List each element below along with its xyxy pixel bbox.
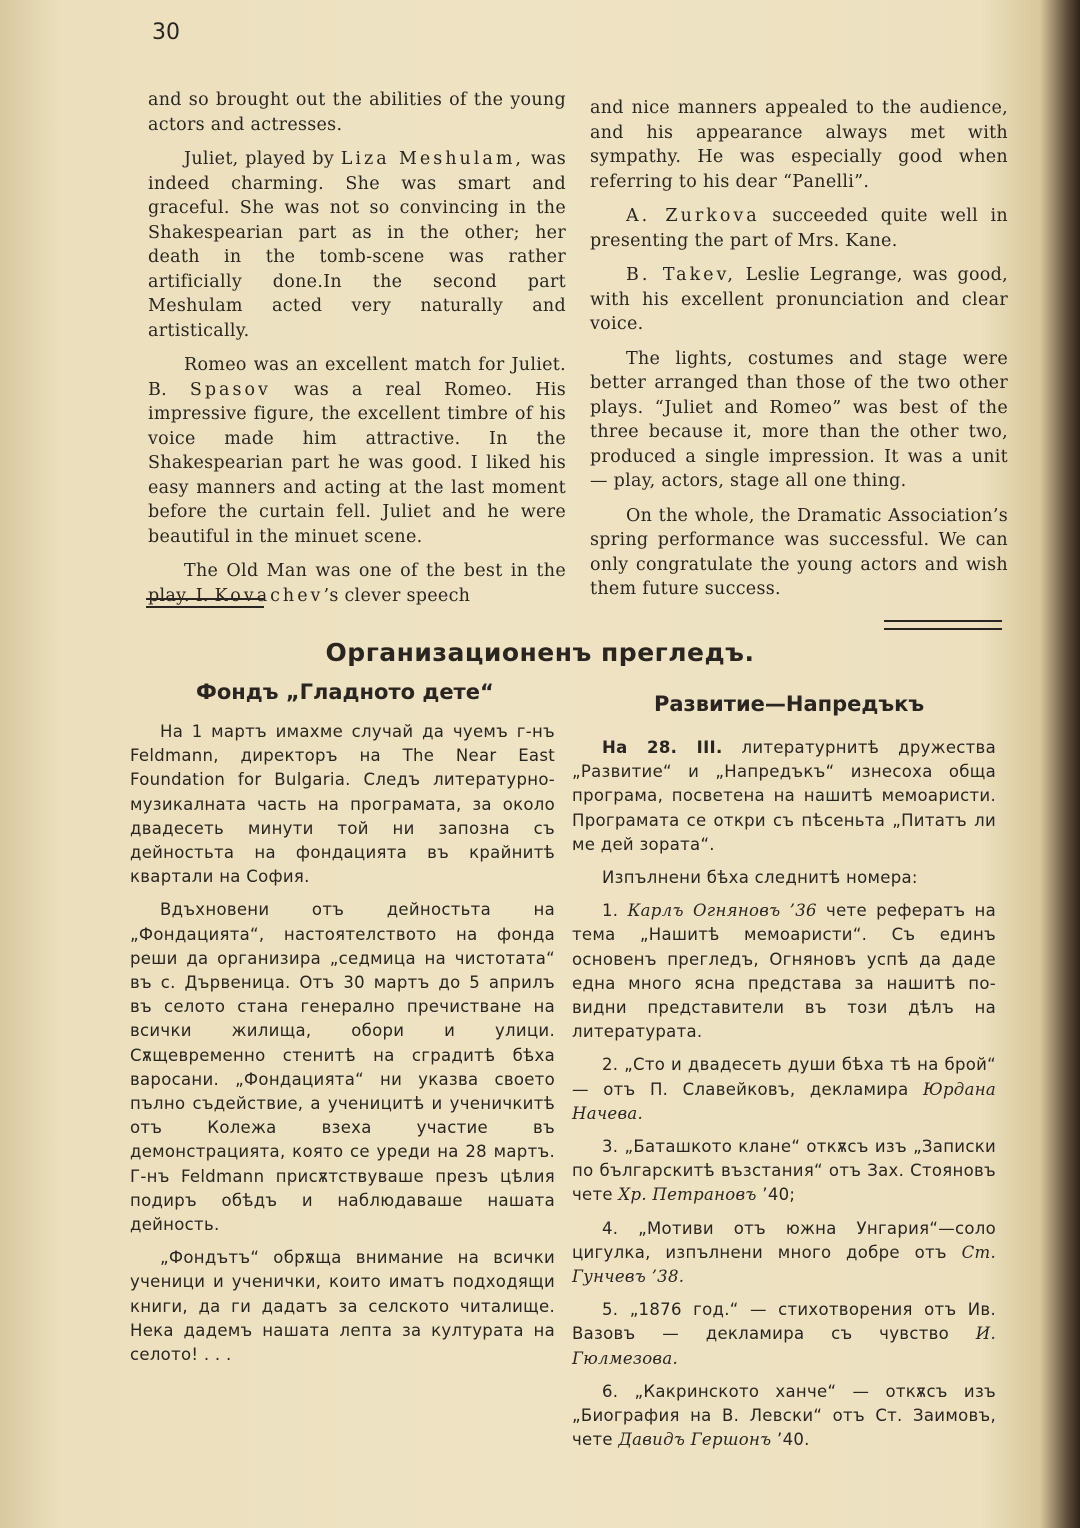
- fund-title: Фондъ „Гладното дете“: [196, 680, 494, 704]
- text-span: Juliet. B.: [148, 355, 566, 400]
- text-span: was indeed charming. She was smart and graceful. She was not so convincing in the Shakespearian part as in the other; her death in the tomb-scene was rather artificially done.In the second part Meshulam acted very naturally and artistically.: [148, 149, 566, 341]
- text-span: Leslie Legrange, was good, with his excellent pronunciation and clear voice.: [590, 265, 1008, 334]
- actor-name: Kovachev: [214, 585, 324, 606]
- paragraph: [148, 147, 566, 343]
- text-span: was a real Romeo. His impressive figure, the excellent timbre of his voice made him attractive. In the Shakespearian part he was good. I liked his easy manners and acting at the last moment before the curtain fell. Juliet and he were beautiful in the minuet scene.: [148, 379, 566, 547]
- item-text: 6. „Какринското ханче“ — откѫсъ изъ „Биография на В. Левски“ отъ Ст. Заимовъ, чете: [572, 1381, 996, 1450]
- fund-column: [130, 720, 555, 1376]
- section-title: Организационенъ прегледъ.: [325, 638, 755, 667]
- paragraph: and so brought out the abilities of the young actors and actresses.: [148, 90, 566, 135]
- text-span: The Old Man was one of the best in the play. I.: [148, 561, 566, 606]
- text-span: succeeded quite well in presenting the part of Mrs. Kane.: [590, 206, 1008, 251]
- paragraph: Вдъхновени отъ дейностьта на „Фондацията“, настоятелството на фонда реши да организира „седмица на чистотата“ въ с. Дървеница. Отъ 30 мартъ до 5 априлъ въ селото стана генерално пречистване на всички жилища, обори и улици. Сѫщевременно стенитѣ на сградитѣ бѣха варосани. „Фондацията“ ни указва своето пълно съдействие, а ученицитѣ и ученичкитѣ отъ Колежа взеха участие въ демонстрацията, която се уреди на 28 мартъ. Г-нъ Feldmann присѫтствуваше презъ цѣлия подиръ обѣдъ и наблюдаваше нашата дейность.: [130, 900, 555, 1235]
- english-right-column: [590, 96, 1008, 612]
- performer-name: Карлъ Огняновъ ’36: [627, 901, 817, 921]
- program-item: [572, 1135, 996, 1208]
- paragraph: and nice manners appealed to the audience, and his appearance always met with sympathy. He was especially good when referring to his dear “Panelli”.: [590, 98, 1008, 192]
- paragraph: На 1 мартъ имахме случай да чуемъ г-нъ Feldmann, директоръ на The Near East Foundation for Bulgaria. Следъ литературно-музикалната часть на програмата, за около двадесеть минути той ни запозна съ дейностьта на фондацията въ крайнитѣ квартали на София.: [130, 722, 555, 887]
- paragraph: [590, 204, 1008, 253]
- date: На 28. III.: [602, 738, 723, 757]
- text-span: Romeo was an excellent match for: [184, 355, 505, 375]
- item-text: чете рефератъ на тема „Нашитѣ мемоаристи“. Съ единъ основенъ прегледъ, Огняновъ успѣ да даде една много ясна представа за нашитѣ по-видни представители въ този дѣлъ на литературата.: [572, 901, 997, 1042]
- text-span: ’s clever speech: [323, 585, 471, 606]
- text-span: литературнитѣ дружества „Развитие“ и „Напредъкъ“ изнесоха обща програма, посветена на нашитѣ мемоаристи. Програмата се откри съ пѣсеньта „Питатъ ли ме дей зората“.: [572, 738, 996, 854]
- item-text: 4. „Мотиви отъ южна Унгария“—соло цигулка, изпълнени много добре отъ: [572, 1218, 996, 1262]
- performer-name: И. Гюлмезова.: [572, 1324, 996, 1368]
- paragraph: The lights, costumes and stage were better arranged than those of the two other plays. “Juliet and Romeo” was best of the three because it, more than the other two, produced a single impression. It was a unit — play, actors, stage all one thing.: [590, 348, 1008, 491]
- text-span: Juliet, played by: [184, 149, 335, 169]
- program-item: [572, 1217, 996, 1290]
- razvitie-title: Развитие—Напредъкъ: [654, 692, 925, 716]
- actor-name: Liza Meshulam,: [340, 149, 524, 169]
- item-text: 2. „Сто и двадесеть души бѣха тѣ на брой“ — отъ П. Славейковъ, декламира: [572, 1055, 996, 1099]
- english-left-column: [148, 88, 566, 618]
- item-text: 3. „Баташкото клане“ откѫсъ изъ „Записки по българскитѣ възстания“ отъ Зах. Стояновъ чете: [572, 1137, 996, 1205]
- paragraph: „Фондътъ“ обрѫща внимание на всички ученици и ученички, които иматъ подходящи книги, да ги дадатъ за селското читалище. Нека дадемъ нашата лепта за културата на селото! . . .: [130, 1248, 555, 1365]
- item-text: ’40.: [777, 1430, 810, 1450]
- paragraph: [572, 736, 996, 857]
- program-item: [572, 899, 996, 1044]
- program-item: [572, 1380, 996, 1453]
- paragraph: [148, 353, 566, 549]
- performer-name: Давидъ Гершонъ: [618, 1430, 772, 1450]
- program-item: [572, 1053, 996, 1126]
- actor-name: Spasov: [189, 379, 271, 400]
- page-number: 30: [152, 20, 180, 45]
- item-text: ’40;: [762, 1185, 796, 1205]
- razvitie-column: [572, 736, 996, 1461]
- divider-rule-left: [146, 598, 264, 608]
- actor-name: A. Zurkova: [626, 206, 760, 226]
- program-item: [572, 1298, 996, 1371]
- actor-name: B. Takev,: [626, 265, 736, 285]
- paragraph: On the whole, the Dramatic Association’s spring performance was successful. We can only congratulate the young actors and wish them future success.: [590, 505, 1008, 599]
- performer-name: Юрдана Начева.: [572, 1079, 997, 1123]
- divider-rule-right: [884, 620, 1002, 630]
- paragraph: [590, 263, 1008, 337]
- performer-name: Ст. Гунчевъ ’38.: [572, 1242, 997, 1287]
- item-text: 5. „1876 год.“ — стихотворения отъ Ив. Вазовъ — декламира съ чувство: [572, 1300, 996, 1344]
- performer-name: Хр. Петрановъ: [618, 1185, 757, 1205]
- numbers-intro: Изпълнени бѣха следнитѣ номера:: [602, 868, 918, 888]
- item-text: 1.: [602, 901, 619, 921]
